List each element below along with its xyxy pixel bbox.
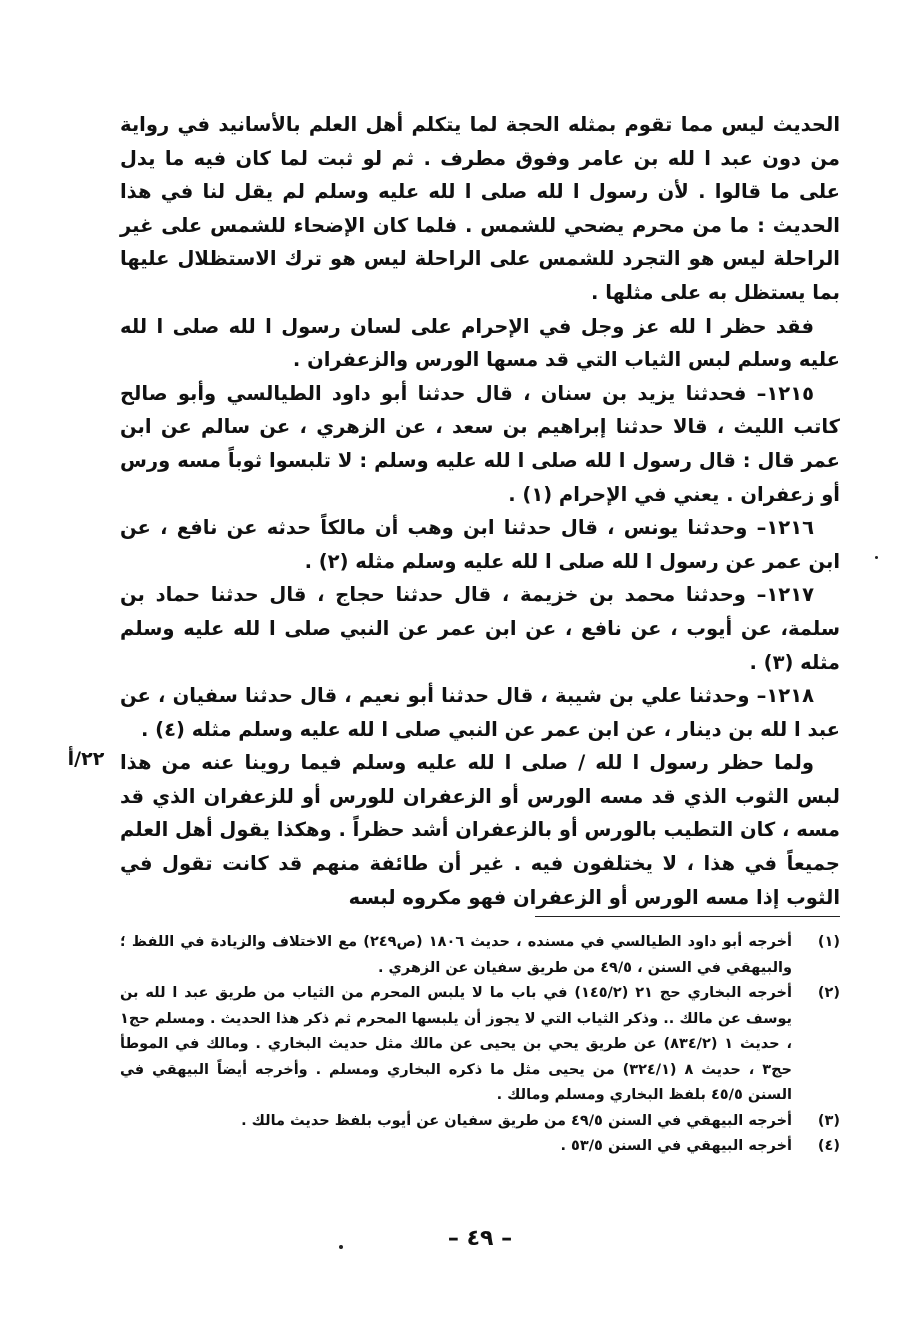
ink-speck	[875, 556, 878, 559]
footnote-text: أخرجه البيهقي في السنن ٤٩/٥ من طريق سفيان عن أيوب بلفظ حديث مالك .	[241, 1112, 792, 1129]
hadith-1217: ١٢١٧– وحدثنا محمد بن خزيمة ، قال حدثنا حجاج ، قال حدثنا حماد بن سلمة، عن أيوب ، عن نافع ، عن ابن عمر عن النبي صلى ا لله عليه وسلم مثله (٣) .	[120, 583, 840, 674]
footnote-text: أخرجه البيهقي في السنن ٥٣/٥ .	[560, 1138, 792, 1154]
paragraph-2: فقد حظر ا لله عز وجل في الإحرام على لسان رسول ا لله صلى ا لله عليه وسلم لبس الثياب التي قد مسها الورس والزعفران .	[120, 314, 840, 372]
footnote-divider	[535, 916, 840, 917]
page-number: – ٤٩ –	[447, 1226, 513, 1251]
main-text	[120, 108, 840, 914]
paragraph-final: ولما حظر رسول ا لله / صلى ا لله عليه وسلم فيما روينا عنه من هذا لبس الثوب الذي قد مسه الورس أو الزعفران للورس أو للزعفران الذي قد مسه ، كان التطيب بالورس أو بالزعفران أشد حظراً . وهكذا يقول أهل العلم جميعاً في هذا ، لا يختلفون فيه . غير أن طائفة منهم قد كانت تقول في الثوب إذا مسه الورس أو الزعفران فهو مكروه لبسه	[119, 751, 840, 909]
footnote-number: (٤)	[817, 1138, 840, 1154]
footnote-3	[120, 1109, 840, 1135]
footnote-number: (٢)	[817, 985, 840, 1001]
footnote-2	[120, 981, 840, 1109]
hadith-1218: ١٢١٨– وحدثنا علي بن شيبة ، قال حدثنا أبو نعيم ، قال حدثنا سفيان ، عن عبد ا لله بن دينار ، عن ابن عمر عن النبي صلى ا لله عليه وسلم مثله (٤) .	[120, 684, 840, 741]
ink-speck	[339, 1245, 343, 1249]
footnote-number: (١)	[817, 934, 840, 950]
footnote-text: أخرجه أبو داود الطيالسي في مسنده ، حديث ١٨٠٦ (ص٢٤٩) مع الاختلاف والزيادة في اللفظ ؛ والبيهقي في السنن ، ٤٩/٥ من طريق سفيان عن الزهري .	[120, 934, 793, 976]
footnote-1	[120, 930, 840, 981]
footnote-text: أخرجه البخاري حج ٢١ (١٤٥/٢) في باب ما لا يلبس المحرم من الثياب من طريق عبد ا لله بن يوسف عن مالك .. وذكر الثياب التي لا يجوز أن يلبسها المحرم ثم ذكر هذا الحديث . ومسلم حج١ ، حديث ١ (٨٣٤/٢) عن طريق يحي بن يحيى عن مالك مثل حديث البخاري . ومالك في الموطأ حج٣ ، حديث ٨ (٣٢٤/١) من يحيى مثل ما ذكره البخاري ومسلم . وأخرجه أيضاً البيهقي في السنن ٤٥/٥ بلفظ البخاري ومسلم ومالك .	[120, 985, 792, 1103]
footnotes	[120, 930, 840, 1160]
folio-margin-note: ٢٢/أ	[67, 748, 105, 770]
footnote-4	[120, 1134, 840, 1160]
footnote-number: (٣)	[817, 1112, 840, 1129]
hadith-1215: ١٢١٥– فحدثنا يزيد بن سنان ، قال حدثنا أبو داود الطيالسي وأبو صالح كاتب الليث ، قالا حدثنا إبراهيم بن سعد ، عن الزهري ، عن سالم عن ابن عمر قال : قال رسول ا لله صلى ا لله عليه وسلم : لا تلبسوا ثوباً مسه ورس أو زعفران . يعني في الإحرام (١) .	[120, 381, 840, 506]
paragraph-1: الحديث ليس مما تقوم بمثله الحجة لما يتكلم أهل العلم بالأسانيد في رواية من دون عبد ا لله بن عامر وفوق مطرف . ثم لو ثبت لما كان فيه ما يدل على ما قالوا . لأن رسول ا لله صلى ا لله عليه وسلم لم يقل لنا في هذا الحديث : ما من محرم يضحي للشمس . فلما كان الإضحاء للشمس على غير الراحلة ليس هو التجرد للشمس على الراحلة ليس هو ترك الاستظلال عليها بما يستظل به على مثلها .	[120, 113, 840, 304]
hadith-1216: ١٢١٦– وحدثنا يونس ، قال حدثنا ابن وهب أن مالكاً حدثه عن نافع ، عن ابن عمر عن رسول ا لله صلى ا لله عليه وسلم مثله (٢) .	[120, 516, 840, 573]
